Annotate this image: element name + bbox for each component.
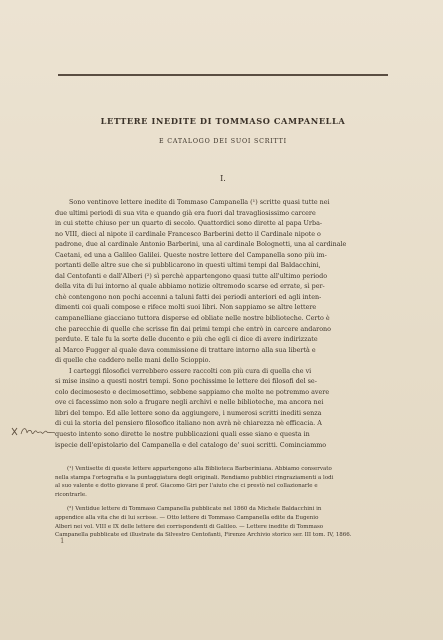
- footnote-line: Alberi nei vol. VIII e IX delle lettere dei corrispondenti di Galileo. — Lettere inedite di Tommaso: [55, 523, 324, 530]
- body-line: Caetani, ed una a Galileo Galilei. Queste nostre lettere del Campanella sono più im-: [55, 250, 327, 259]
- body-line: questo intento sono dirette le nostre pubblicazioni quali esse siano e questa in: [55, 430, 310, 439]
- body-line: colo decimosesto e decimosettimo, sebbene sappiamo che molte ne potremmo avere: [55, 387, 330, 396]
- body-line: campanelliane giacciano tuttora disperse ed obliate nelle nostre biblioteche. Certo è: [55, 314, 330, 323]
- top-rule: [58, 74, 388, 76]
- body-line: che parecchie di quelle che scrisse fin dai primi tempi che entrò in carcere andarono: [55, 324, 332, 333]
- body-line: di cui la storia del pensiero filosofico italiano non avrà nè chiarezza nè efficacia. A: [55, 419, 322, 428]
- page-title: LETTERE INEDITE DI TOMMASO CAMPANELLA: [100, 116, 346, 126]
- body-line: in cui stette chiuso per un quarto di secolo. Quattordici sono dirette al papa Urba-: [55, 219, 323, 228]
- body-line: di quelle che caddero nelle mani dello Scioppio.: [55, 356, 211, 365]
- footnote-line: nella stampa l'ortografia e la puntaggiatura degli originali. Rendiamo pubblici ringraziamenti a lodi: [55, 474, 334, 481]
- footnotes: [55, 465, 387, 540]
- body-line: ispecie dell'epistolario del Campanella e del catalogo de' suoi scritti. Cominciammo: [55, 440, 327, 449]
- body-line: si mise insino a questi nostri tempi. Sono pochissime le lettere dei filosofi del se-: [55, 377, 317, 386]
- body-line: padrone, due al cardinale Antonio Barberini, una al cardinale Bolognetti, una al cardinale: [55, 240, 347, 249]
- body-line: portanti delle altre sue che si pubblicarono in questi ultimi tempi dal Baldacchini,: [55, 261, 321, 270]
- footnote-line: Campanella pubblicate ed illustrate da Silvestro Centofanti, Firenze Archivio storico ser. III tom. IV, 1866.: [55, 532, 352, 539]
- body-line: al Marco Fugger al quale dava commissione di trattare intorno alla sua libertà e: [55, 345, 316, 354]
- body-line: dimenti coi quali compose e rifece molti suoi libri. Non sappiamo se altre lettere: [55, 303, 317, 312]
- body-line: due ultimi periodi di sua vita e quando già era fuori dal travagliosissimo carcere: [55, 208, 316, 217]
- body-line: ove ci facessimo non solo a frugare negli archivi e nelle biblioteche, ma ancora nei: [55, 398, 324, 407]
- body-line: I carteggi filosofici verrebbero essere raccolti con più cura di quella che vi: [69, 366, 312, 375]
- body-line: libri del tempo. Ed alle lettere sono da aggiungere, i numerosi scritti inediti senza: [55, 408, 322, 417]
- body-line: no VIII, dieci al nipote il cardinale Francesco Barberini detto il Cardinale nipote o: [55, 229, 321, 238]
- footnote-line: appendice alla vita che di lui scrisse. — Otto lettere di Tommaso Campanella edite da Eugenio: [55, 514, 319, 521]
- body-line: perdute. E tale fu la sorte delle ducento e più che egli ci dice di avere indirizzate: [55, 335, 318, 344]
- footnote-line: (¹) Ventisette di queste lettere appartengono alla Biblioteca Barberiniana. Abbiamo conservato: [67, 466, 332, 472]
- page-subtitle: E CATALOGO DEI SUOI SCRITTI: [159, 138, 287, 145]
- body-line: chè contengono non pochi accenni a taluni fatti dei periodi anteriori ed agli inten-: [55, 292, 322, 301]
- body-line: dal Centofanti e dall'Alberi (²) sì perchè appartengono quasi tutte all'ultimo periodo: [55, 271, 328, 280]
- body-line: Sono ventinove lettere inedite di Tommaso Campanella (¹) scritte quasi tutte nei: [69, 198, 330, 206]
- body-text: [55, 197, 387, 450]
- page-mark: 1: [60, 537, 65, 545]
- section-number: I.: [220, 174, 226, 183]
- footnote-line: al suo valente e dotto giovane il prof. Giacomo Giri per l'aiuto che ci prestò nel collazionarle e: [55, 483, 318, 490]
- body-line: della vita di lui intorno al quale abbiamo notizie oltremodo scarse ed errate, sì per-: [55, 282, 325, 291]
- handwritten-margin-note: [10, 424, 58, 438]
- footnote-line: ricontrarle.: [55, 491, 87, 498]
- footnote-line: (²) Ventidue lettere di Tommaso Campanella pubblicate nel 1860 da Michele Baldacchini in: [67, 506, 322, 513]
